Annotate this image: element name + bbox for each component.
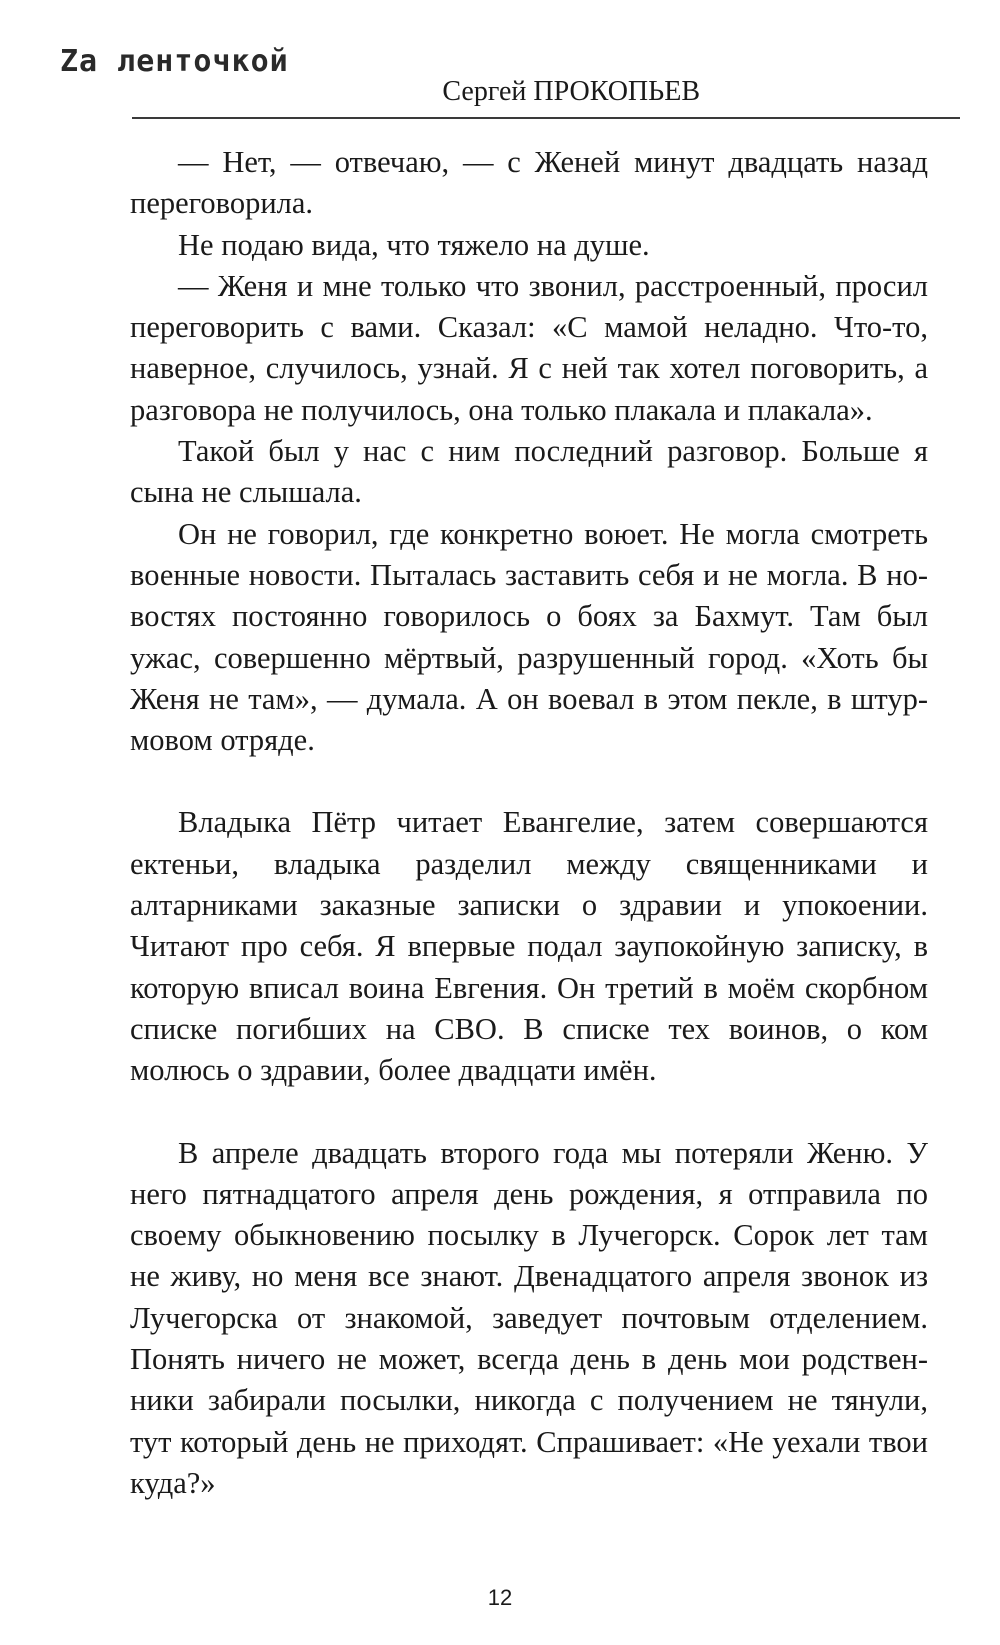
paragraph: — Женя и мне только что звонил, расстроенный, просил переговорить с вами. Сказал: «С мамой неладно. Что-то, наверное, случилось, узнай. Я с ней так хотел поговорить, а разговора не получилось, она только плакала и плакала». [130,268,928,427]
section-break [130,1092,928,1133]
paragraph: Такой был у нас с ним последний разговор. Больше я сына не слышала. [130,434,928,510]
paragraph: В апреле двадцать второго года мы потеряли Женю. У него пятнадцатого апреля день рождения, я отправила по своему обыкновению посылку в Лучегорск. Сорок лет там не живу, но меня все знают. Двенадцатого апреля звонок из Лучегорска от знакомой, заведует почтовым отделением. Понять ничего не может, всегда день в день мои родственники забирали посылки, никогда с получением не тянули, тут который день не приходят. Спрашивает: «Не уехали твои куда?» [130,1135,928,1500]
series-title: Zа ленточкой [60,44,289,79]
section-break [130,761,928,802]
header-rule [132,117,960,119]
paragraph: Не подаю вида, что тяжело на душе. [178,227,650,262]
page-number: 12 [487,1585,513,1610]
running-header [40,38,960,120]
paragraph: — Нет, — отвечаю, — с Женей минут двадцать назад переговорила. [130,145,928,221]
body-text [130,142,928,1504]
paragraph: Владыка Пётр читает Евангелие, затем совершаются ектеньи, владыка разделил между священниками и алтарниками заказные записки о здравии и упокоении. Читают про себя. Я впервые подал заупокойную записку, в которую вписал воина Евгения. Он третий в моём скорбном списке погибших на СВО. В списке тех воинов, о ком молюсь о здравии, более двадцати имён. [130,805,928,1088]
paragraph: Он не говорил, где конкретно воюет. Не могла смотреть военные новости. Пыталась заставить себя и не могла. В новостях постоянно говорилось о боях за Бахмут. Там был ужас, совершенно мёртвый, разрушенный город. «Хоть бы Женя не там», — думала. А он воевал в этом пекле, в штурмовом отряде. [130,516,928,758]
author-name: Сергей ПРОКОПЬЕВ [442,76,700,107]
